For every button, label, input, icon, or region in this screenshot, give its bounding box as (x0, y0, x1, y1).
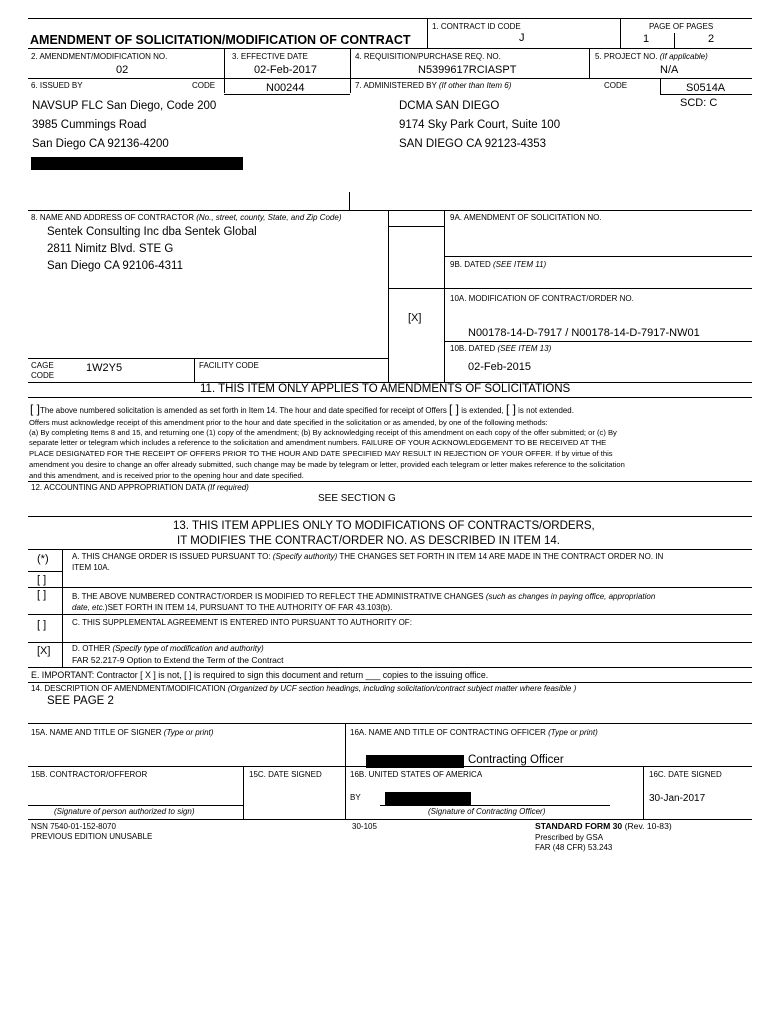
amend-mod-value: 02 (116, 64, 129, 76)
item13d-mark: [X] (37, 645, 51, 657)
dated9b-label: 9B. DATED (SEE ITEM 11) (450, 260, 547, 269)
admin-code-value: S0514A (686, 82, 726, 94)
s15a-label: 15A. NAME AND TITLE OF SIGNER (Type or print) (31, 728, 214, 737)
cage-code-label: CODE (31, 371, 55, 380)
contractor-line3: San Diego CA 92106-4311 (47, 260, 183, 272)
item14-value: SEE PAGE 2 (47, 695, 114, 707)
admin-line2: 9174 Sky Park Court, Suite 100 (399, 119, 561, 131)
item11-line2: Offers must acknowledge receipt of this amendment prior to the hour and date specified in the solicitation or as amended, by one of the following methods: (29, 418, 548, 427)
item13a-text-cont: ITEM 10A. (72, 563, 110, 572)
issued-code-label: CODE (192, 81, 216, 90)
mod10a-value: N00178-14-D-7917 / N00178-14-D-7917-NW01 (468, 327, 700, 339)
dated10b-value: 02-Feb-2015 (468, 361, 531, 373)
facility-code-label: FACILITY CODE (199, 361, 259, 370)
issued-by-label: 6. ISSUED BY (31, 81, 83, 90)
page-of-pages-label: PAGE OF PAGES (649, 22, 714, 31)
s16a-label: 16A. NAME AND TITLE OF CONTRACTING OFFICER (Type or print) (350, 728, 598, 737)
contractor-line1: Sentek Consulting Inc dba Sentek Global (47, 226, 257, 238)
standard-form: STANDARD FORM 30 (Rev. 10-83) (535, 821, 672, 831)
item13c-text: C. THIS SUPPLEMENTAL AGREEMENT IS ENTERED INTO PURSUANT TO AUTHORITY OF: (72, 618, 412, 627)
s15c-label: 15C. DATE SIGNED (249, 770, 322, 779)
s16b-label: 16B. UNITED STATES OF AMERICA (350, 770, 483, 779)
item13b-text-cont: date, etc.)SET FORTH IN ITEM 14, PURSUANT TO THE AUTHORITY OF FAR 43.103(b). (72, 603, 393, 612)
issued-code-value: N00244 (266, 82, 305, 94)
item11-line5: PLACE DESIGNATED FOR THE RECEIPT OF OFFERS PRIOR TO THE HOUR AND DATE SPECIFIED MAY RESULT IN REJECTION OF YOUR OFFER. If by virtue of this (29, 449, 613, 458)
item13a-mark: (*) (37, 553, 49, 565)
contract-id-label: 1. CONTRACT ID CODE (432, 22, 521, 31)
item13b-mark: [ ] (37, 589, 47, 601)
s15b-label: 15B. CONTRACTOR/OFFEROR (31, 770, 148, 779)
sig-note-left: (Signature of person authorized to sign) (54, 807, 195, 816)
issuer-line3: San Diego CA 92136-4200 (32, 138, 169, 150)
item13d-value: FAR 52.217-9 Option to Extend the Term of the Contract (72, 655, 284, 665)
item12-label: 12. ACCOUNTING AND APPROPRIATION DATA (If required) (31, 483, 249, 492)
item13-heading1: 13. THIS ITEM APPLIES ONLY TO MODIFICATIONS OF CONTRACTS/ORDERS, (173, 520, 595, 532)
cage-value: 1W2Y5 (86, 362, 123, 374)
prescribed-by: Prescribed by GSA (535, 833, 604, 842)
item11-line3: (a) By completing Items 8 and 15, and returning one (1) copy of the amendment; (b) By acknowledging receipt of this amendment on each copy of the offer submitted; or (c) By (29, 428, 617, 437)
admin-line1: DCMA SAN DIEGO (399, 100, 500, 112)
item13a-text: A. THIS CHANGE ORDER IS ISSUED PURSUANT TO: (Specify authority) THE CHANGES SET FORTH IN ITEM 14 ARE MADE IN THE CONTRACT ORDER NO. IN (72, 552, 664, 561)
nsn: NSN 7540-01-152-8070 (31, 822, 116, 831)
item13c-mark: [ ] (37, 619, 47, 631)
scd-code: SCD: C (680, 97, 718, 109)
project-label: 5. PROJECT NO. (If applicable) (595, 52, 708, 61)
dated10b-label: 10B. DATED (SEE ITEM 13) (450, 344, 552, 353)
item12-value: SEE SECTION G (318, 493, 396, 504)
item13b-text: B. THE ABOVE NUMBERED CONTRACT/ORDER IS MODIFIED TO REFLECT THE ADMINISTRATIVE CHANGES (such as changes in paying office, appropriation (72, 592, 656, 601)
s16c-value: 30-Jan-2017 (649, 793, 706, 804)
contractor-label: 8. NAME AND ADDRESS OF CONTRACTOR (No., street, county, State, and Zip Code) (31, 213, 342, 222)
far-reference: FAR (48 CFR) 53.243 (535, 843, 613, 852)
contractor-line2: 2811 Nimitz Blvd. STE G (47, 243, 174, 255)
issuer-line1: NAVSUP FLC San Diego, Code 200 (32, 100, 217, 112)
amend-mod-label: 2. AMENDMENT/MODIFICATION NO. (31, 52, 168, 61)
important-line: E. IMPORTANT: Contractor [ X ] is not, [ ] is required to sign this document and return ___ copies to the issuing office. (31, 670, 489, 680)
item11-line7: and this amendment, and is received prior to the opening hour and date specified. (29, 471, 304, 480)
requisition-value: N5399617RCIASPT (418, 64, 517, 76)
item11-line6: amendment you desire to change an offer already submitted, such change may be made by telegram or letter, provided each telegram or letter makes reference to the solicitation (29, 460, 625, 469)
page-number: 1 (643, 33, 650, 45)
form-number: 30-105 (352, 822, 377, 831)
project-value: N/A (660, 64, 679, 76)
redaction-bar (31, 157, 243, 170)
item11-line1: [ ]The above numbered solicitation is amended as set forth in Item 14. The hour and date specified for receipt of Offers [ ] is extended, [ ] is not extended. (30, 402, 574, 416)
s16c-label: 16C. DATE SIGNED (649, 770, 722, 779)
previous-edition: PREVIOUS EDITION UNUSABLE (31, 832, 153, 841)
item13-heading2: IT MODIFIES THE CONTRACT/ORDER NO. AS DESCRIBED IN ITEM 14. (177, 535, 560, 547)
mod10a-checkbox: [X] (408, 312, 422, 324)
effective-date-label: 3. EFFECTIVE DATE (232, 52, 308, 61)
item11-line4: separate letter or telegram which includes a reference to the solicitation and amendment numbers. FAILURE OF YOUR ACKNOWLEDGEMENT TO BE RECEIVED AT THE (29, 438, 607, 447)
administered-label: 7. ADMINISTERED BY (If other than Item 6) (355, 81, 512, 90)
item14-label: 14. DESCRIPTION OF AMENDMENT/MODIFICATION (Organized by UCF section headings, including solicitation/contract subject matter where feasible ) (31, 684, 577, 693)
effective-date-value: 02-Feb-2017 (254, 64, 317, 76)
requisition-label: 4. REQUISITION/PURCHASE REQ. NO. (355, 52, 501, 61)
admin-line3: SAN DIEGO CA 92123-4353 (399, 138, 547, 150)
amend9a-label: 9A. AMENDMENT OF SOLICITATION NO. (450, 213, 602, 222)
issuer-line2: 3985 Cummings Road (32, 119, 147, 131)
page-count: 2 (708, 33, 715, 45)
sig-note-right: (Signature of Contracting Officer) (428, 807, 546, 816)
contracting-officer-title: Contracting Officer (468, 754, 564, 766)
admin-code-label: CODE (604, 81, 628, 90)
item11-heading: 11. THIS ITEM ONLY APPLIES TO AMENDMENTS OF SOLICITATIONS (200, 383, 571, 395)
item13d-text: D. OTHER (Specify type of modification and authority) (72, 644, 264, 653)
redaction-bar (385, 792, 471, 805)
item13-blank-mark: [ ] (37, 574, 47, 586)
mod10a-label: 10A. MODIFICATION OF CONTRACT/ORDER NO. (450, 294, 634, 303)
by-label: BY (350, 793, 361, 802)
form-title: AMENDMENT OF SOLICITATION/MODIFICATION OF CONTRACT (30, 33, 411, 47)
contract-id-value: J (519, 32, 525, 44)
cage-label: CAGE (31, 361, 54, 370)
